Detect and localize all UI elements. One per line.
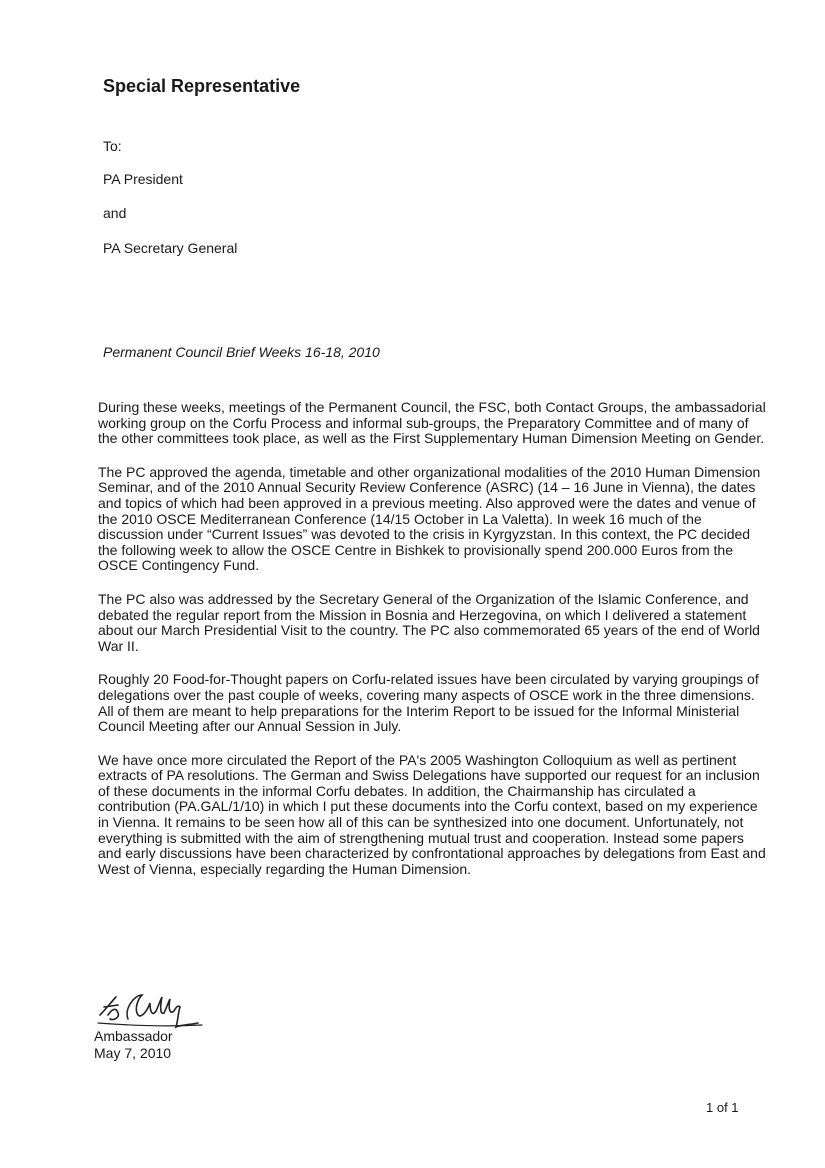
body-paragraph: Roughly 20 Food-for-Thought papers on Corfu-related issues have been circulated by varying groupings of delegations over the past couple of weeks, covering many aspects of OSCE work in the three dimensions. All of them are meant to help preparations for the Interim Report to be issued for the Informal Ministerial Council Meeting after our Annual Session in July. [98,671,759,735]
signatory-title: Ambassador [94,1028,173,1044]
recipient-president: PA President [103,171,183,187]
page-number: 1 of 1 [706,1100,739,1115]
body-paragraph: The PC also was addressed by the Secretary General of the Organization of the Islamic Conference, and debated the regular report from the Mission in Bosnia and Herzegovina, on which I delivered a statement about our March Presidential Visit to the country. The PC also commemorated 65 years of the end of World War II. [98,590,760,654]
recipient-secretary-general: PA Secretary General [103,240,238,256]
letter-subject: Permanent Council Brief Weeks 16-18, 2010 [103,344,380,360]
letter-heading: Special Representative [103,76,301,96]
letter-date: May 7, 2010 [94,1045,172,1061]
letter-body [98,400,766,895]
to-label: To: [103,138,122,154]
body-paragraph: During these weeks, meetings of the Permanent Council, the FSC, both Contact Groups, the ambassadorial working group on the Corfu Process and informal sub-groups, the Preparatory Committee and of many of the other committees took place, as well as the First Supplementary Human Dimension Meeting on Gender. [98,399,766,447]
body-paragraph: The PC approved the agenda, timetable and other organizational modalities of the 2010 Human Dimension Seminar, and of the 2010 Annual Security Review Conference (ASRC) (14 – 16 June in Vienna), the dates and topics of which had been approved in a previous meeting. Also approved were the dates and venue of the 2010 OSCE Mediterranean Conference (14/15 October in La Valetta). In week 16 much of the discussion under “Current Issues” was devoted to the crisis in Kyrgyzstan. In this context, the PC decided the following week to allow the OSCE Centre in Bishkek to provisionally spend 200.000 Euros from the OSCE Contingency Fund. [98,463,761,574]
recipient-conjunction: and [103,205,127,221]
body-paragraph: We have once more circulated the Report of the PA's 2005 Washington Colloquium as well as pertinent extracts of PA resolutions. The German and Swiss Delegations have supported our request for an inclusion of these documents in the informal Corfu debates. In addition, the Chairmanship has circulated a contribution (PA.GAL/1/10) in which I put these documents into the Corfu context, based on my experience in Vienna. It remains to be seen how all of this can be synthesized into one document. Unfortunately, not everything is submitted with the aim of strengthening mutual trust and cooperation. Instead some papers and early discussions have been characterized by confrontational approaches by delegations from East and West of Vienna, especially regarding the Human Dimension. [98,751,766,877]
